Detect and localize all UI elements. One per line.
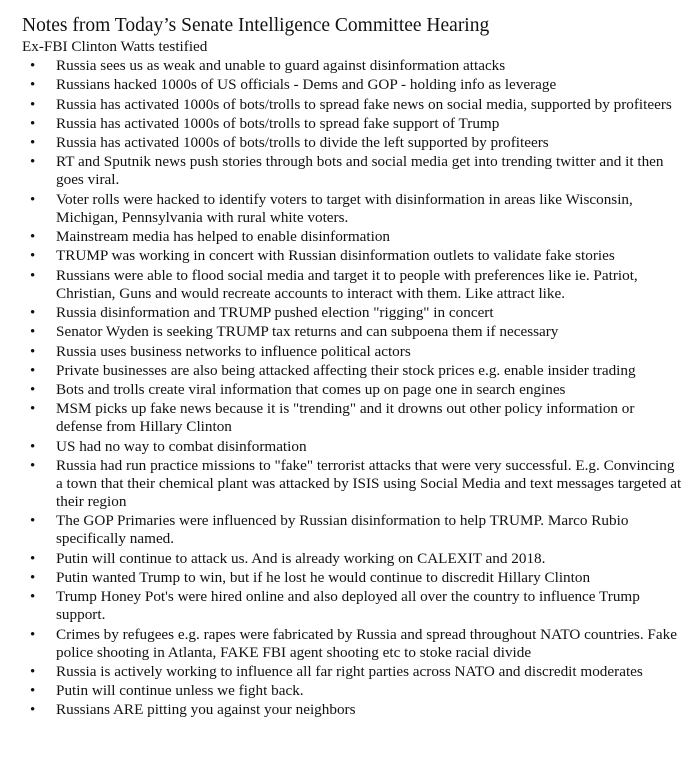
list-item-text: Putin will continue unless we fight back. (56, 682, 304, 700)
list-item-text: MSM picks up fake news because it is "trending" and it drowns out other policy information or defense from Hillary Clinton (56, 400, 635, 436)
list-item-text: Mainstream media has helped to enable disinformation (56, 228, 391, 246)
list-item (22, 682, 684, 700)
document-title: Notes from Today’s Senate Intelligence Committee Hearing (22, 15, 490, 36)
bullet-icon: • (30, 77, 36, 94)
list-item-text: Trump Honey Pot's were hired online and also deployed all over the country to influence Trump support. (56, 588, 640, 624)
list-item-text: Russia has activated 1000s of bots/trolls to spread fake support of Trump (56, 114, 500, 132)
list-item-text: Senator Wyden is seeking TRUMP tax returns and can subpoena them if necessary (56, 323, 559, 341)
list-item-text: RT and Sputnik news push stories through bots and social media get into trending twitter and it then goes viral. (56, 153, 664, 189)
bullet-icon: • (30, 267, 36, 284)
bullet-icon: • (30, 683, 36, 700)
list-item-text: Crimes by refugees e.g. rapes were fabricated by Russia and spread throughout NATO countries. Fake police shooting in Atlanta, FAKE FBI agent shooting etc to stoke racial divide (56, 625, 677, 661)
bullet-icon: • (30, 191, 36, 208)
list-item (22, 153, 684, 189)
list-item-text: US had no way to combat disinformation (56, 437, 307, 455)
list-item-text: Bots and trolls create viral information that comes up on page one in search engines (56, 381, 566, 399)
bullet-icon: • (30, 343, 36, 360)
list-item-text: Putin wanted Trump to win, but if he lost he would continue to discredit Hillary Clinton (56, 568, 591, 586)
bullet-icon: • (30, 115, 36, 132)
list-item (22, 569, 684, 587)
bullet-icon: • (30, 569, 36, 586)
list-item (22, 400, 684, 436)
bullet-icon: • (30, 229, 36, 246)
list-item (22, 512, 684, 548)
bullet-icon: • (30, 438, 36, 455)
bullet-icon: • (30, 324, 36, 341)
list-item (22, 381, 684, 399)
bullet-icon: • (30, 626, 36, 643)
list-item-text: Putin will continue to attack us. And is already working on CALEXIT and 2018. (56, 549, 546, 567)
bullet-icon: • (30, 248, 36, 265)
document-page (22, 14, 682, 721)
list-item (22, 96, 684, 114)
bullet-icon: • (30, 458, 36, 475)
list-item (22, 663, 684, 681)
list-item (22, 701, 684, 719)
list-item-text: Private businesses are also being attacked affecting their stock prices e.g. enable insider trading (56, 361, 636, 379)
list-item-text: Russia has activated 1000s of bots/trolls to spread fake news on social media, supported by profiteers (56, 95, 672, 113)
bullet-icon: • (30, 154, 36, 171)
list-item-text: Russia disinformation and TRUMP pushed election "rigging" in concert (56, 303, 494, 321)
bullet-icon: • (30, 702, 36, 719)
list-item-text: Russia has activated 1000s of bots/trolls to divide the left supported by profiteers (56, 134, 549, 152)
bullet-icon: • (30, 513, 36, 530)
list-item (22, 323, 684, 341)
bullet-icon: • (30, 362, 36, 379)
bullet-icon: • (30, 663, 36, 680)
list-item (22, 267, 684, 303)
bullet-icon: • (30, 382, 36, 399)
bullet-icon: • (30, 401, 36, 418)
list-item-text: Russia uses business networks to influence political actors (56, 342, 411, 360)
list-item (22, 362, 684, 380)
bullet-icon: • (30, 589, 36, 606)
list-item (22, 626, 684, 662)
bullet-icon: • (30, 304, 36, 321)
bullet-icon: • (30, 135, 36, 152)
list-item-text: TRUMP was working in concert with Russian disinformation outlets to validate fake stories (56, 247, 615, 265)
bullet-icon: • (30, 58, 36, 74)
list-item (22, 191, 684, 227)
document-subtitle: Ex-FBI Clinton Watts testified (22, 38, 208, 55)
list-item (22, 247, 684, 265)
list-item (22, 57, 684, 75)
list-item (22, 343, 684, 361)
bullet-icon: • (30, 96, 36, 113)
list-item-text: Russians ARE pitting you against your neighbors (56, 701, 356, 719)
list-item-text: Russia had run practice missions to "fake" terrorist attacks that were very successful. E.g. Convincing a town that their chemical plant was attacked by ISIS using Social Media and text messages targeted at their region (56, 457, 682, 511)
bullet-icon: • (30, 550, 36, 567)
list-item-text: Russia sees us as weak and unable to guard against disinformation attacks (56, 57, 506, 74)
list-item (22, 550, 684, 568)
list-item (22, 438, 684, 456)
list-item-text: The GOP Primaries were influenced by Russian disinformation to help TRUMP. Marco Rubio specifically named. (56, 512, 629, 548)
bullet-list (22, 57, 682, 719)
list-item (22, 457, 684, 511)
list-item-text: Russians hacked 1000s of US officials - Dems and GOP - holding info as leverage (56, 76, 557, 94)
list-item (22, 588, 684, 624)
list-item (22, 76, 684, 94)
list-item-text: Voter rolls were hacked to identify voters to target with disinformation in areas like Wisconsin, Michigan, Pennsylvania with rural white voters. (56, 190, 633, 226)
list-item (22, 228, 684, 246)
list-item-text: Russia is actively working to influence all far right parties across NATO and discredit moderates (56, 662, 643, 680)
list-item (22, 304, 684, 322)
list-item-text: Russians were able to flood social media and target it to people with preferences like ie. Patriot, Christian, Guns and would recreate accounts to interact with them. Like attract like. (56, 266, 638, 302)
list-item (22, 115, 684, 133)
list-item (22, 134, 684, 152)
